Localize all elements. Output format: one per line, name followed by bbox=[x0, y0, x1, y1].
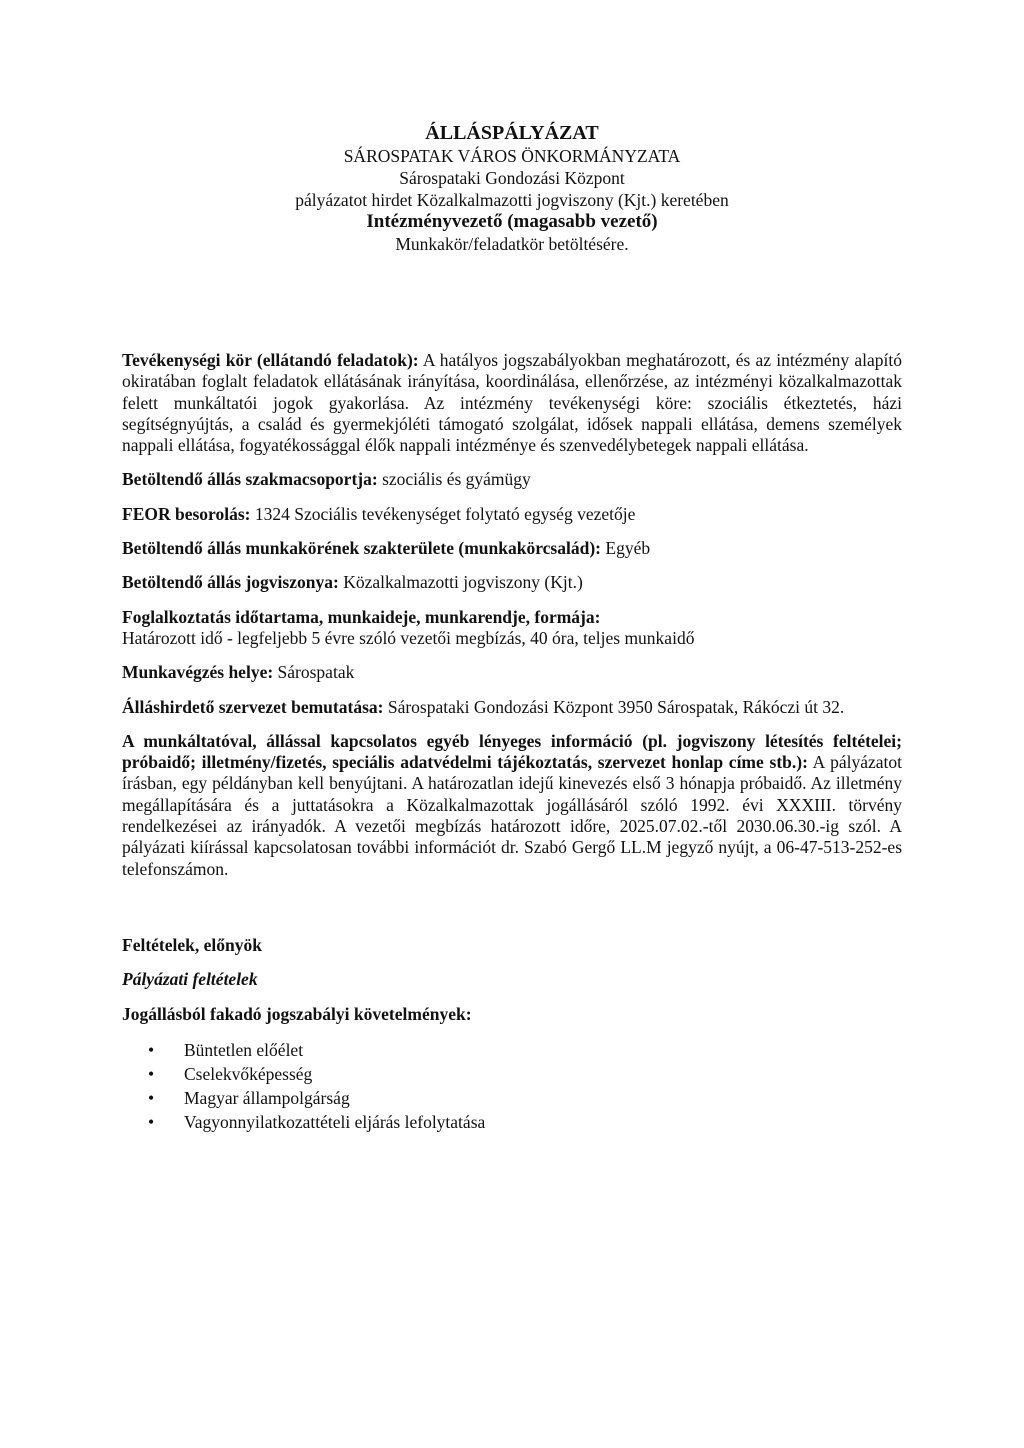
bullet-icon: • bbox=[148, 1063, 155, 1084]
document-header bbox=[0, 121, 1024, 255]
other-info-label: A munkáltatóval, állással kapcsolatos egyéb lényeges információ (pl. jogviszony létesítés feltételei; próbaidő; illetmény/fizetés, speciális adatvédelmi tájékoztatás, szervezet honlap címe stb.): bbox=[122, 730, 902, 773]
location-text: Sárospatak bbox=[273, 662, 355, 683]
group-text: szociális és gyámügy bbox=[377, 469, 531, 490]
spacer bbox=[122, 893, 902, 935]
location-section bbox=[122, 662, 902, 683]
document-body bbox=[122, 350, 902, 1134]
group-section bbox=[122, 469, 902, 490]
feor-label: FEOR besorolás: bbox=[122, 503, 251, 524]
position-title: Intézményvezető (magasabb vezető) bbox=[366, 211, 658, 232]
bullet-icon: • bbox=[148, 1087, 155, 1108]
activity-text: A hatályos jogszabályokban meghatározott, és az intézmény alapító okiratában foglalt feladatok ellátásának irányítása, koordinálása, ellenőrzése, az intézményi közalkalmazottak felett munkáltatói jogok gyakorlása. Az intézmény tevékenységi köre: szociális étkeztetés, házi segítségnyújtás, a család és gyermekjóléti támogató szolgálat, idősek nappali ellátása, demens személyek nappali ellátása, fogyatékossággal élők nappali intézménye és szenvedélybetegek nappali ellátása. bbox=[122, 350, 902, 456]
organization-label: Álláshirdető szervezet bemutatása: bbox=[122, 696, 384, 717]
list-item-text: Cselekvőképesség bbox=[184, 1063, 313, 1084]
document-subtitle: Munkakör/feladatkör betöltésére. bbox=[395, 234, 629, 254]
field-label: Betöltendő állás munkakörének szakterülete (munkakörcsalád): bbox=[122, 538, 601, 559]
institution-name: Sárospataki Gondozási Központ bbox=[399, 168, 625, 188]
application-conditions-subheading bbox=[122, 969, 902, 990]
list-item bbox=[122, 1086, 902, 1110]
list-item bbox=[122, 1110, 902, 1134]
requirements-heading bbox=[122, 1004, 902, 1025]
group-label: Betöltendő állás szakmacsoportja: bbox=[122, 469, 378, 490]
list-item-text: Büntetlen előélet bbox=[184, 1039, 304, 1060]
activity-section bbox=[122, 350, 902, 456]
list-item-text: Magyar állampolgárság bbox=[184, 1087, 350, 1108]
field-section bbox=[122, 538, 902, 559]
organization-text: Sárospataki Gondozási Központ 3950 Sárospatak, Rákóczi út 32. bbox=[383, 696, 845, 717]
activity-label: Tevékenységi kör (ellátandó feladatok): bbox=[122, 350, 419, 370]
organization-section bbox=[122, 697, 902, 718]
announcement-line: pályázatot hirdet Közalkalmazotti jogviszony (Kjt.) keretében bbox=[295, 190, 729, 210]
employment-text: Határozott idő - legfeljebb 5 évre szóló vezetői megbízás, 40 óra, teljes munkaidő bbox=[122, 627, 695, 648]
requirements-list bbox=[122, 1038, 902, 1134]
list-item bbox=[122, 1038, 902, 1062]
field-text: Egyéb bbox=[601, 538, 651, 559]
bullet-icon: • bbox=[148, 1111, 155, 1132]
legal-section bbox=[122, 572, 902, 593]
document-title: ÁLLÁSPÁLYÁZAT bbox=[425, 122, 599, 144]
feor-text: 1324 Szociális tevékenységet folytató egység vezetője bbox=[250, 503, 636, 524]
requirements-heading-text: Jogállásból fakadó jogszabályi követelmények: bbox=[122, 1003, 472, 1024]
legal-text: Közalkalmazotti jogviszony (Kjt.) bbox=[338, 572, 583, 593]
organization-name: SÁROSPATAK VÁROS ÖNKORMÁNYZATA bbox=[343, 146, 681, 166]
location-label: Munkavégzés helye: bbox=[122, 662, 274, 683]
conditions-heading-text: Feltételek, előnyök bbox=[122, 934, 262, 955]
other-info-text: A pályázatot írásban, egy példányban kell benyújtani. A határozatlan idejű kinevezés első 3 hónapja próbaidő. Az illetmény megállapítására és a juttatásokra a Közalkalmazottak jogállásáról szóló 1992. évi XXXIII. törvény rendelkezései az irányadók. A vezetői megbízás határozott időre, 2025.07.02.-től 2030.06.30.-ig szól. A pályázati kiírással kapcsolatosan további információt dr. Szabó Gergő LL.M jegyző nyújt, a 06-47-513-252-es telefonszámon. bbox=[122, 752, 902, 879]
conditions-heading bbox=[122, 935, 902, 956]
other-info-section bbox=[122, 731, 902, 880]
legal-label: Betöltendő állás jogviszonya: bbox=[122, 572, 339, 593]
employment-section bbox=[122, 607, 902, 650]
bullet-icon: • bbox=[148, 1039, 155, 1060]
list-item-text: Vagyonnyilatkozattételi eljárás lefolytatása bbox=[184, 1111, 486, 1132]
feor-section bbox=[122, 504, 902, 525]
employment-label: Foglalkoztatás időtartama, munkaideje, munkarendje, formája: bbox=[122, 606, 601, 627]
list-item bbox=[122, 1062, 902, 1086]
application-conditions-text: Pályázati feltételek bbox=[122, 969, 258, 990]
